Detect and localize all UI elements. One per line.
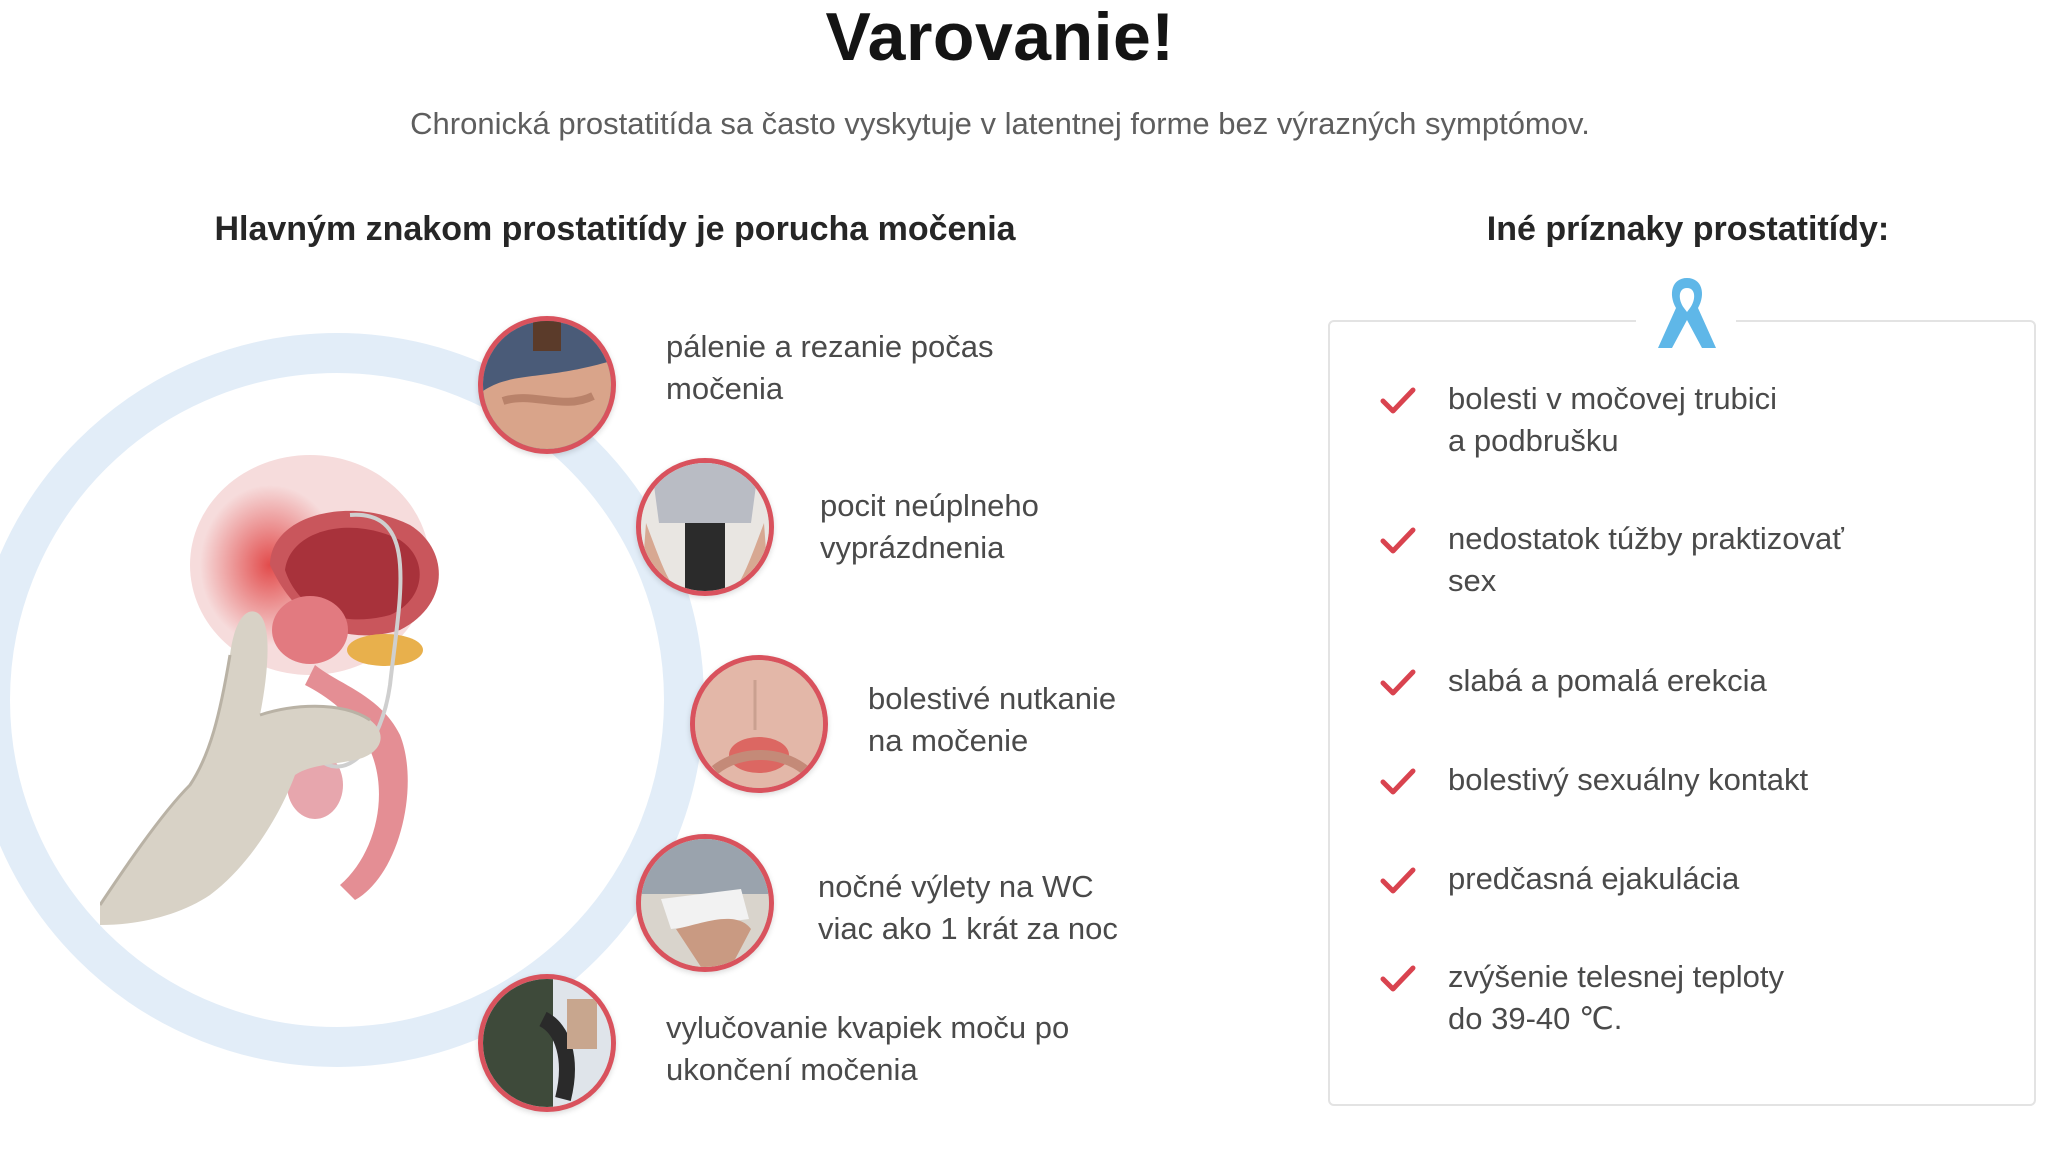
main-symptom-heading: Hlavným znakom prostatitídy je porucha močenia bbox=[214, 210, 1016, 248]
other-symptom-item bbox=[1380, 660, 1928, 702]
dripping-urine-photo bbox=[478, 974, 616, 1112]
hands-on-groin-photo bbox=[478, 316, 616, 454]
abdominal-pain-photo bbox=[690, 655, 828, 793]
symptom-text-4: nočné výlety na WC viac ako 1 krát za noc bbox=[818, 869, 1118, 946]
page-title: Varovanie! bbox=[825, 0, 1175, 75]
other-symptom-text: bolestivý sexuálny kontakt bbox=[1448, 762, 1809, 797]
night-toilet-photo bbox=[636, 834, 774, 972]
symptom-text-1: pálenie a rezanie počas močenia bbox=[666, 329, 994, 406]
other-symptom-text: nedostatok túžby praktizovať sex bbox=[1448, 521, 1844, 598]
other-symptom-text: zvýšenie telesnej teploty do 39-40 ℃. bbox=[1448, 959, 1785, 1036]
other-symptom-item bbox=[1380, 858, 1928, 900]
symptom-text-5: vylučovanie kvapiek moču po ukončení močenia bbox=[666, 1010, 1070, 1087]
check-icon bbox=[1380, 386, 1416, 416]
check-icon bbox=[1380, 526, 1416, 556]
check-icon bbox=[1380, 767, 1416, 797]
toilet-sitting-photo bbox=[636, 458, 774, 596]
symptom-text-2: pocit neúplneho vyprázdnenia bbox=[820, 488, 1039, 565]
check-icon bbox=[1380, 964, 1416, 994]
prostate-exam-illustration bbox=[100, 455, 530, 935]
other-symptom-item bbox=[1380, 759, 1928, 801]
check-icon bbox=[1380, 668, 1416, 698]
symptom-text-3: bolestivé nutkanie na močenie bbox=[868, 681, 1117, 758]
other-symptom-text: slabá a pomalá erekcia bbox=[1448, 663, 1767, 698]
other-symptoms-heading: Iné príznaky prostatitídy: bbox=[1486, 210, 1890, 248]
other-symptom-text: predčasná ejakulácia bbox=[1448, 861, 1740, 896]
other-symptom-item bbox=[1380, 518, 1928, 602]
page-subtitle: Chronická prostatitída sa často vyskytuje v latentnej forme bez výrazných symptómov. bbox=[410, 106, 1590, 141]
other-symptom-text: bolesti v močovej trubici a podbrušku bbox=[1448, 381, 1778, 458]
check-icon bbox=[1380, 866, 1416, 896]
other-symptom-item bbox=[1380, 378, 1928, 462]
other-symptom-item bbox=[1380, 956, 1928, 1040]
awareness-ribbon-icon bbox=[1652, 274, 1722, 352]
